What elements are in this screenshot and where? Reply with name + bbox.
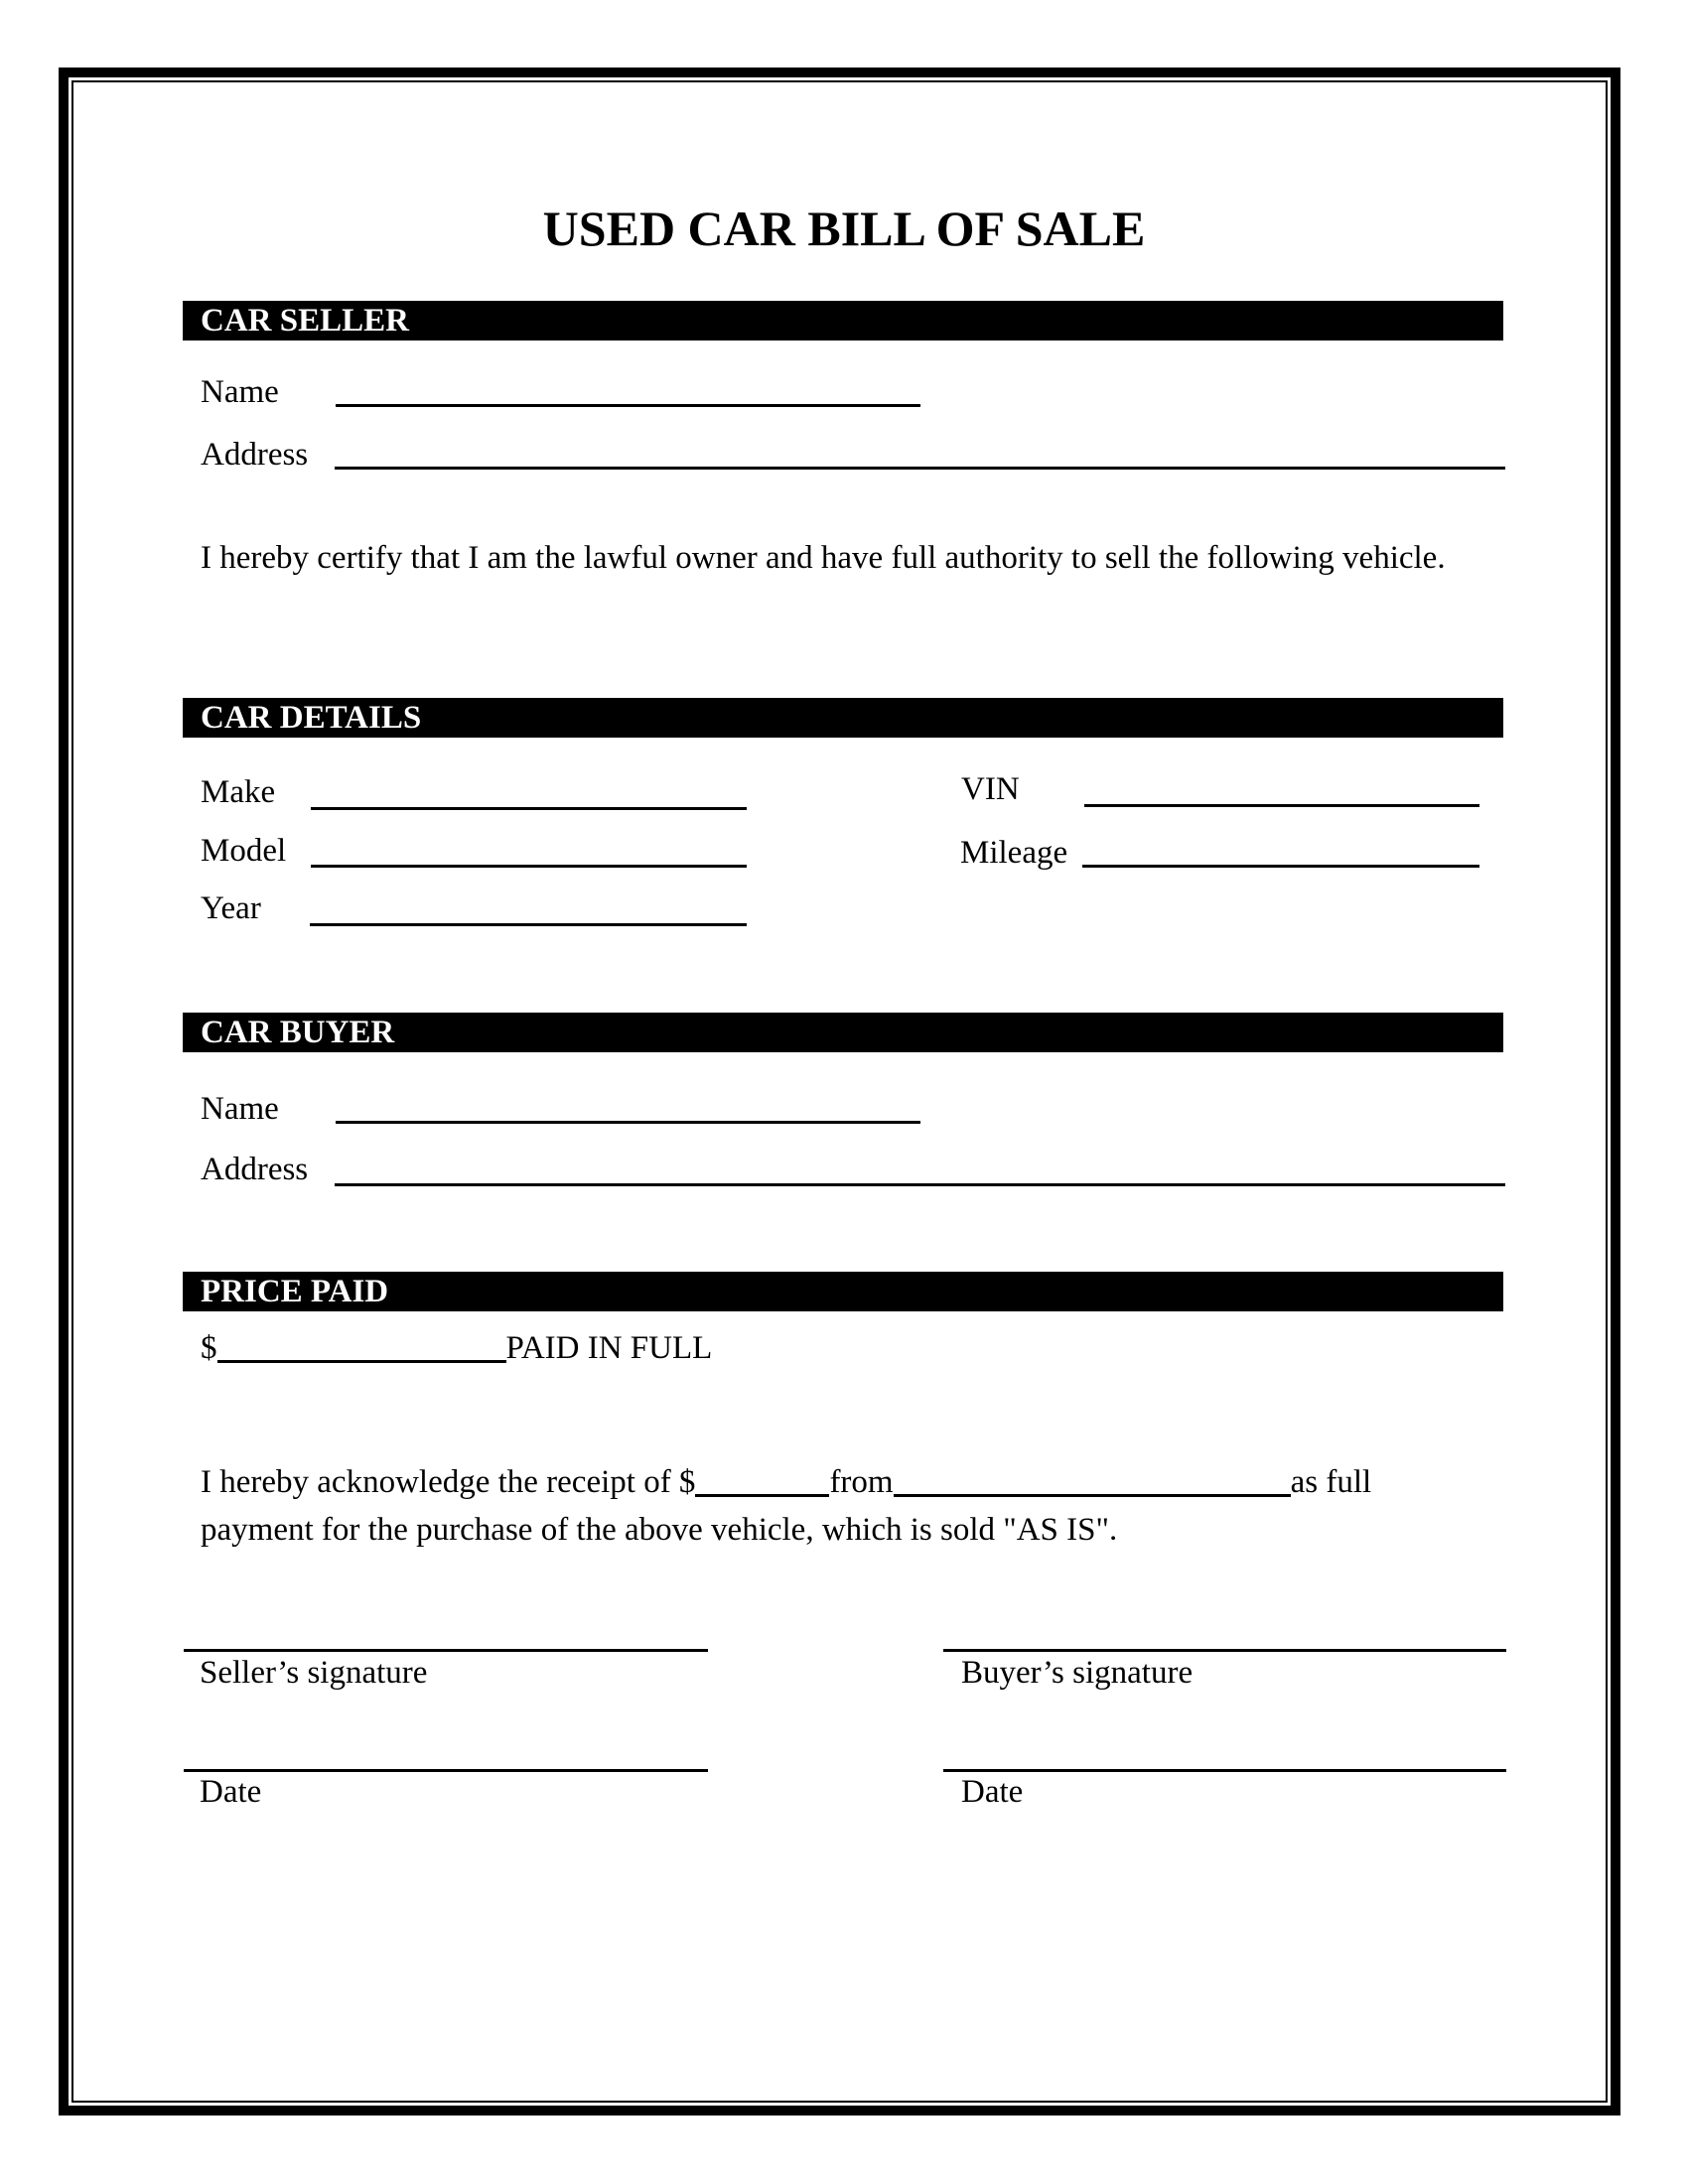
ack-text-part1: I hereby acknowledge the receipt of $ <box>201 1464 696 1500</box>
model-field-line[interactable] <box>311 865 747 868</box>
buyer-signature-line[interactable] <box>943 1649 1506 1652</box>
make-label: Make <box>201 774 276 810</box>
currency-symbol: $ <box>201 1330 217 1366</box>
seller-name-label: Name <box>201 374 279 410</box>
vin-field-line[interactable] <box>1084 804 1479 807</box>
buyer-address-label: Address <box>201 1152 309 1187</box>
year-field-line[interactable] <box>310 923 747 926</box>
seller-signature-line[interactable] <box>184 1649 708 1652</box>
seller-name-field-line[interactable] <box>336 404 920 407</box>
price-amount-blank[interactable] <box>217 1360 506 1363</box>
ack-text-part3: as full <box>1290 1464 1372 1500</box>
acknowledgment-line2: payment for the purchase of the above vehicle, which is sold "AS IS". <box>201 1512 1118 1548</box>
ack-amount-blank[interactable] <box>695 1494 829 1497</box>
buyer-name-field-line[interactable] <box>336 1121 920 1124</box>
paid-in-full-label: PAID IN FULL <box>505 1330 713 1366</box>
section-header-car-seller: CAR SELLER <box>183 301 1503 341</box>
price-paid-line <box>201 1332 712 1365</box>
section-header-car-buyer: CAR BUYER <box>183 1013 1503 1052</box>
seller-date-label: Date <box>200 1774 262 1810</box>
seller-certification-text: I hereby certify that I am the lawful owner and have full authority to sell the following vehicle. <box>201 540 1446 576</box>
buyer-date-label: Date <box>961 1774 1024 1810</box>
page-title: USED CAR BILL OF SALE <box>542 201 1146 256</box>
acknowledgment-line1 <box>201 1466 1371 1499</box>
seller-address-label: Address <box>201 437 309 473</box>
vin-label: VIN <box>961 771 1020 807</box>
buyer-address-field-line[interactable] <box>335 1183 1505 1186</box>
model-label: Model <box>201 833 287 869</box>
page-border <box>59 68 1620 2116</box>
ack-text-part2: from <box>829 1464 894 1500</box>
ack-payer-name-blank[interactable] <box>894 1494 1291 1497</box>
section-header-car-details: CAR DETAILS <box>183 698 1503 738</box>
seller-signature-label: Seller’s signature <box>200 1655 428 1691</box>
seller-date-line[interactable] <box>184 1769 708 1772</box>
year-label: Year <box>201 890 261 926</box>
make-field-line[interactable] <box>311 807 747 810</box>
page-inner-border <box>71 80 1608 2103</box>
mileage-label: Mileage <box>960 835 1068 871</box>
buyer-date-line[interactable] <box>943 1769 1506 1772</box>
seller-address-field-line[interactable] <box>335 467 1505 470</box>
section-header-price-paid: PRICE PAID <box>183 1272 1503 1311</box>
mileage-field-line[interactable] <box>1082 865 1479 868</box>
buyer-signature-label: Buyer’s signature <box>961 1655 1194 1691</box>
buyer-name-label: Name <box>201 1091 279 1127</box>
